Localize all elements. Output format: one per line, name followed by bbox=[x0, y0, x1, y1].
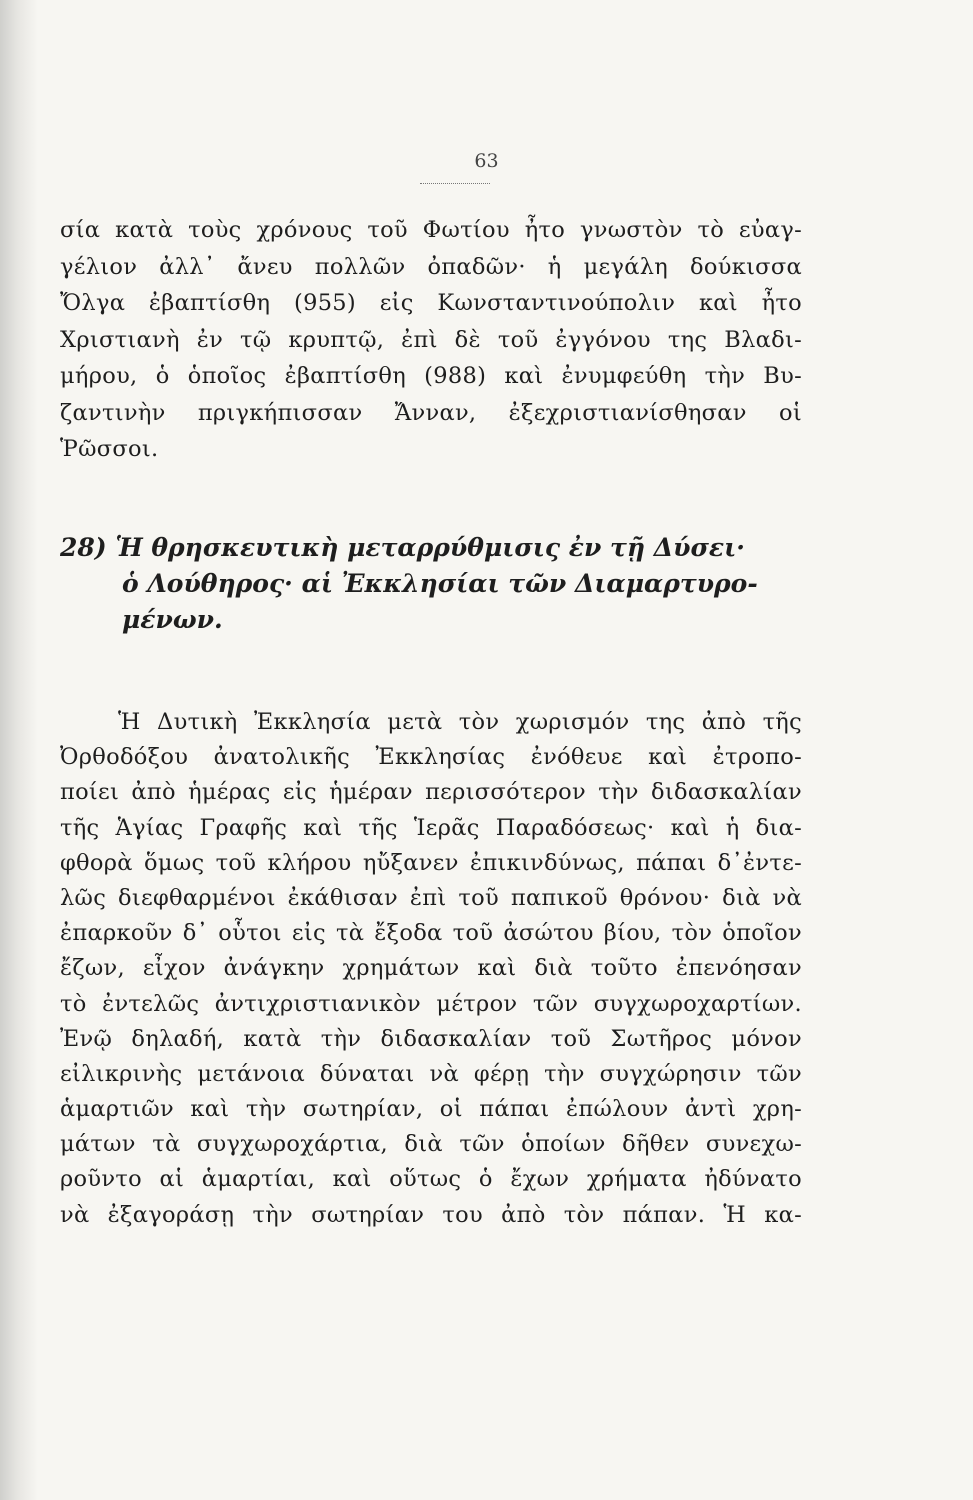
heading-line: 28) Ἡ θρησκευτικὴ μεταρρύθμισις ἐν τῇ Δύσει· bbox=[60, 533, 745, 562]
text-line: ἁμαρτιῶν καὶ τὴν σωτηρίαν, οἱ πάπαι ἐπώλουν ἀντὶ χρη- bbox=[60, 1096, 802, 1123]
page-number: 63 bbox=[474, 150, 499, 172]
text-line: γέλιον ἀλλ᾽ ἄνευ πολλῶν ὀπαδῶν· ἡ μεγάλη δούκισσα bbox=[60, 253, 802, 280]
text-line: ἐπαρκοῦν δ᾽ οὗτοι εἰς τὰ ἔξοδα τοῦ ἀσώτου βίου, τὸν ὁποῖον bbox=[60, 920, 802, 947]
text-line: τῆς Ἁγίας Γραφῆς καὶ τῆς Ἱερᾶς Παραδόσεως· καὶ ἡ δια- bbox=[60, 814, 802, 841]
text-line: σία κατὰ τοὺς χρόνους τοῦ Φωτίου ἦτο γνωστὸν τὸ εὐαγ- bbox=[60, 217, 802, 243]
header-rule bbox=[420, 183, 490, 184]
text-line: τὸ ἐντελῶς ἀντιχριστιανικὸν μέτρον τῶν συγχωροχαρτίων. bbox=[60, 990, 802, 1017]
text-line: Ὀρθοδόξου ἀνατολικῆς Ἐκκλησίας ἐνόθευε καὶ ἐτροπο- bbox=[60, 744, 802, 771]
text-line: μήρου, ὁ ὁποῖος ἐβαπτίσθη (988) καὶ ἐνυμφεύθη τὴν Βυ- bbox=[60, 363, 802, 389]
text-line: λῶς διεφθαρμένοι ἐκάθισαν ἐπὶ τοῦ παπικοῦ θρόνου· διὰ νὰ bbox=[60, 884, 802, 911]
opening-text-block bbox=[60, 212, 802, 468]
heading-line: μένων. bbox=[122, 605, 223, 634]
page-gutter-shadow bbox=[0, 0, 38, 1500]
text-line: ζαντινὴν πριγκήπισσαν Ἄνναν, ἐξεχριστιανίσθησαν οἱ bbox=[60, 399, 802, 426]
text-line: φθορὰ ὅμως τοῦ κλήρου ηὔξανεν ἐπικινδύνως, πάπαι δ᾽ἐντε- bbox=[60, 849, 802, 876]
text-line: ἔζων, εἶχον ἀνάγκην χρημάτων καὶ διὰ τοῦτο ἐπενόησαν bbox=[60, 955, 802, 982]
text-line: ροῦντο αἱ ἁμαρτίαι, καὶ οὕτως ὁ ἔχων χρήματα ἠδύνατο bbox=[60, 1166, 802, 1193]
text-line: Χριστιανὴ ἐν τῷ κρυπτῷ, ἐπὶ δὲ τοῦ ἐγγόνου της Βλαδι- bbox=[60, 326, 802, 353]
heading-line: ὁ Λούθηρος· αἱ Ἐκκλησίαι τῶν Διαμαρτυρο- bbox=[122, 569, 758, 598]
text-line: Ὄλγα ἐβαπτίσθη (955) εἰς Κωνσταντινούπολιν καὶ ἦτο bbox=[60, 290, 802, 316]
paragraph-text-block bbox=[60, 705, 802, 1233]
text-line: ποίει ἀπὸ ἡμέρας εἰς ἡμέραν περισσότερον τὴν διδασκαλίαν bbox=[60, 779, 802, 806]
text-line: Ἐνῷ δηλαδή, κατὰ τὴν διδασκαλίαν τοῦ Σωτῆρος μόνον bbox=[60, 1025, 802, 1052]
text-line: νὰ ἐξαγοράσῃ τὴν σωτηρίαν του ἀπὸ τὸν πάπαν. Ἡ κα- bbox=[60, 1201, 802, 1228]
text-line: Ῥῶσσοι. bbox=[60, 436, 159, 462]
section-heading bbox=[60, 530, 802, 638]
text-line: Ἡ Δυτικὴ Ἐκκλησία μετὰ τὸν χωρισμόν της ἀπὸ τῆς bbox=[118, 709, 802, 735]
text-line: μάτων τὰ συγχωροχάρτια, διὰ τῶν ὁποίων δῆθεν συνεχω- bbox=[60, 1131, 802, 1158]
text-line: εἰλικρινὴς μετάνοια δύναται νὰ φέρῃ τὴν συγχώρησιν τῶν bbox=[60, 1060, 802, 1087]
